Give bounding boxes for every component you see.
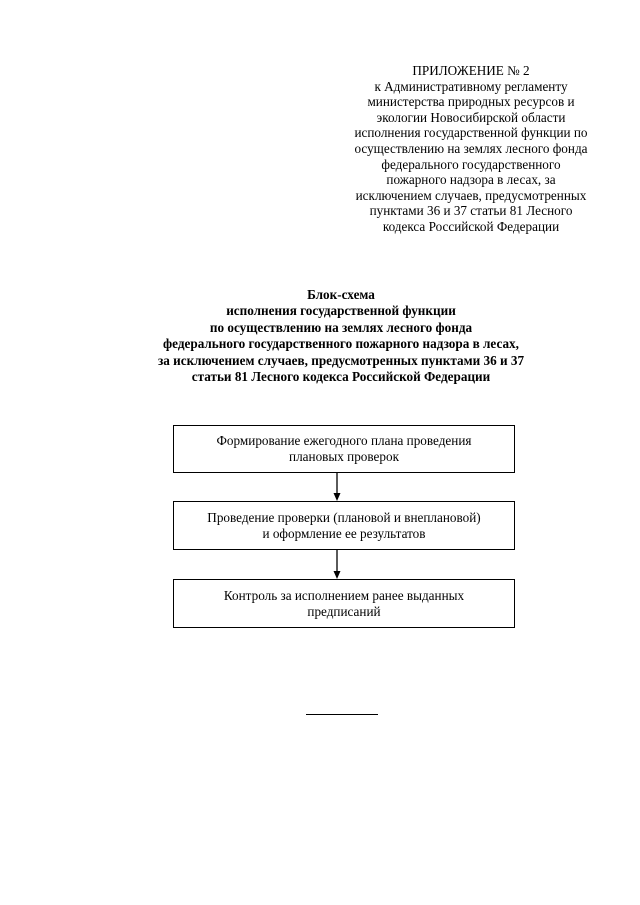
title-line: исполнения государственной функции <box>226 303 456 319</box>
appendix-line: к Административному регламенту <box>374 78 568 94</box>
appendix-line: ПРИЛОЖЕНИЕ № 2 <box>412 63 530 78</box>
step-text-line: плановых проверок <box>289 449 399 464</box>
title-line: Блок-схема <box>307 287 375 302</box>
flowchart-step-planning <box>173 425 515 473</box>
step-text-line: Проведение проверки (плановой и внеплановой) <box>207 509 481 525</box>
flowchart-step-control <box>173 579 515 628</box>
appendix-line: исключением случаев, предусмотренных <box>355 187 587 203</box>
appendix-line: экологии Новосибирской области <box>376 109 566 125</box>
appendix-line: кодекса Российской Федерации <box>382 218 560 234</box>
title-line: по осуществлению на землях лесного фонда <box>209 319 473 335</box>
step-text-line: предписаний <box>307 603 381 619</box>
step-text-line: и оформление ее результатов <box>262 525 426 541</box>
flow-arrow-down <box>331 550 343 579</box>
appendix-line: министерства природных ресурсов и <box>367 94 575 110</box>
step-text-line: Формирование ежегодного плана проведения <box>216 433 472 449</box>
title-line: федерального государственного пожарного надзора в лесах, <box>163 336 519 352</box>
end-divider <box>306 714 378 715</box>
title-line: за исключением случаев, предусмотренных пунктами 36 и 37 <box>157 352 525 368</box>
flowchart-step-inspection <box>173 501 515 550</box>
flow-arrow-down <box>331 473 343 501</box>
appendix-header <box>330 63 612 235</box>
step-text-line: Контроль за исполнением ранее выданных <box>223 587 465 603</box>
appendix-line: осуществлению на землях лесного фонда <box>354 140 588 156</box>
appendix-line: пунктами 36 и 37 статьи 81 Лесного <box>369 203 573 219</box>
document-title <box>0 287 640 385</box>
appendix-line: исполнения государственной функции по <box>354 125 588 141</box>
appendix-line: федерального государственного <box>381 156 561 172</box>
title-line: статьи 81 Лесного кодекса Российской Федерации <box>191 369 491 385</box>
appendix-line: пожарного надзора в лесах, за <box>386 172 556 188</box>
